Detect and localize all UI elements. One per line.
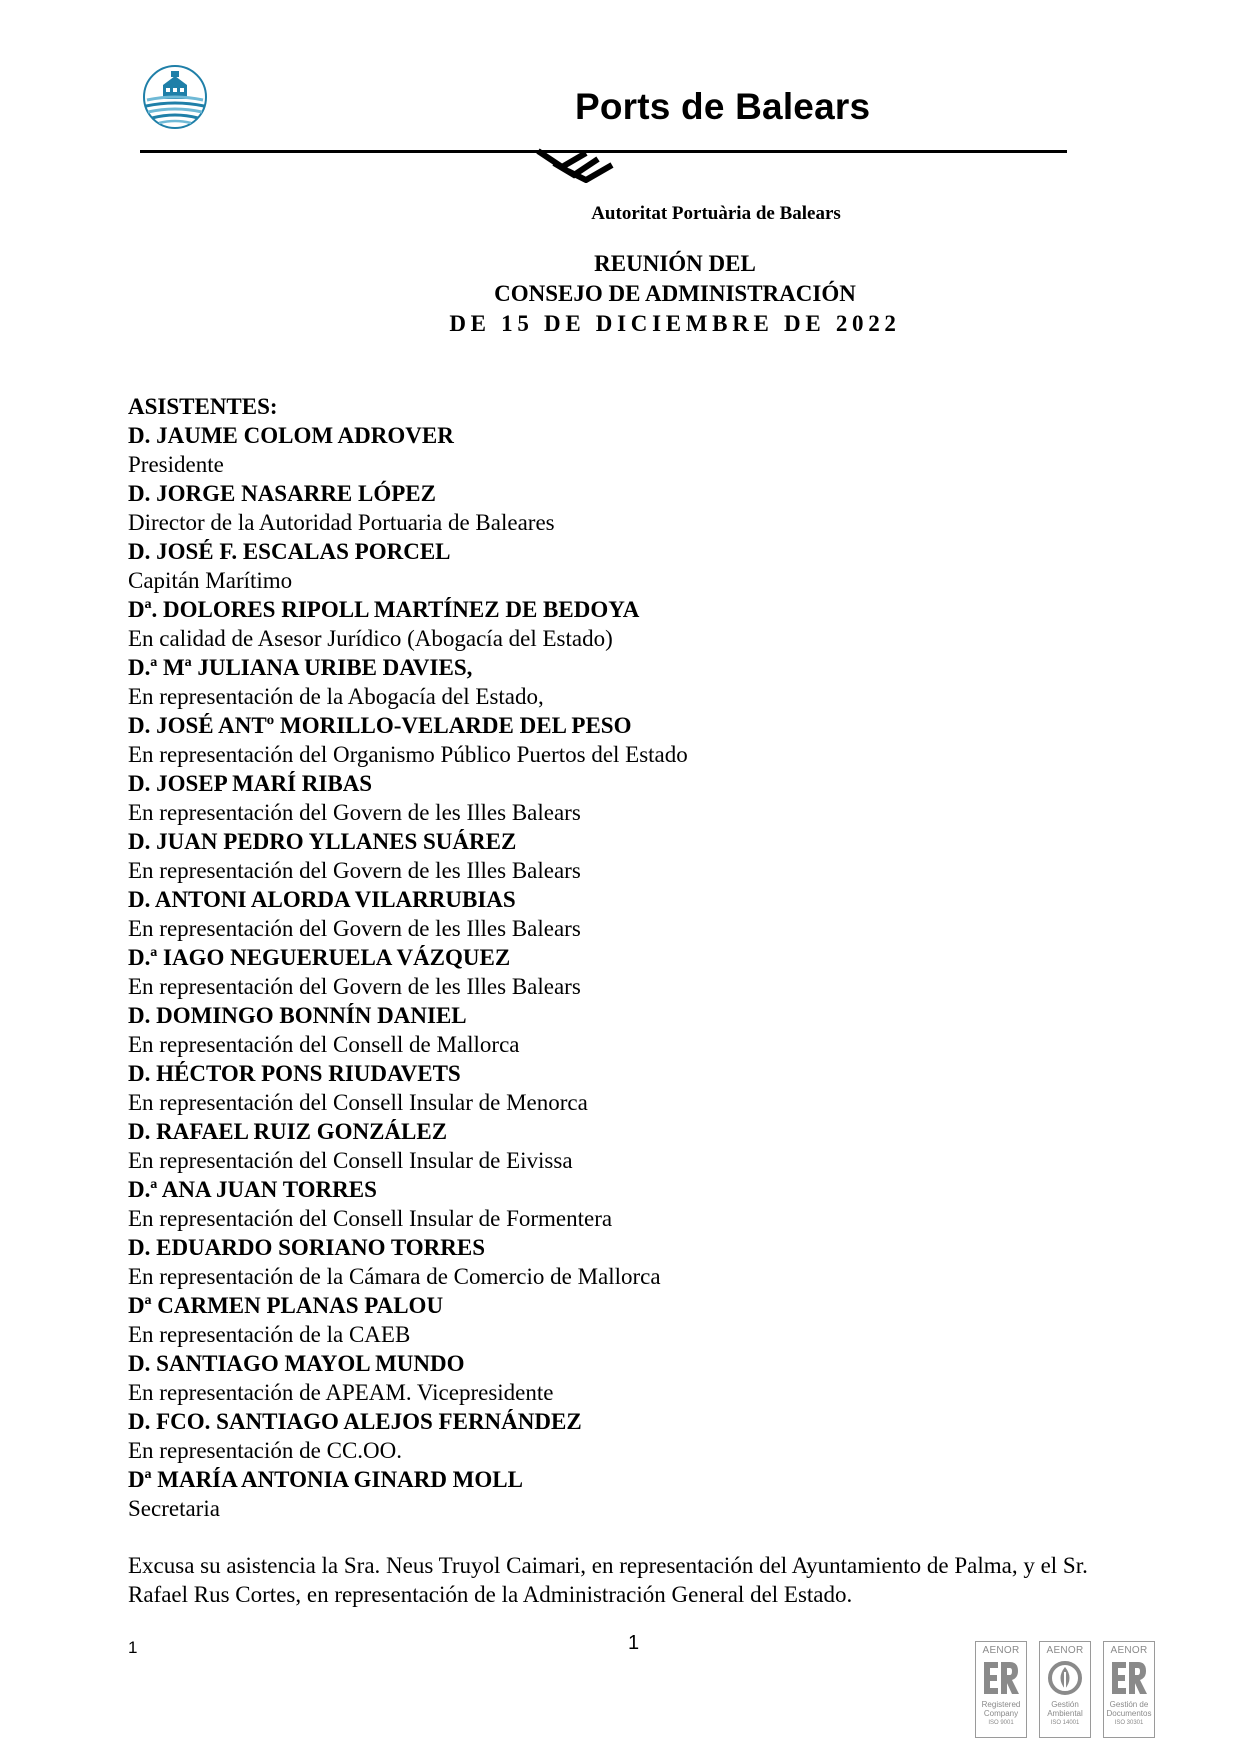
attendee-role: Secretaria — [128, 1496, 220, 1521]
badge-iso: ISO 9001 — [988, 1720, 1014, 1726]
attendee-role: En representación del Govern de les Illes Balears — [128, 858, 581, 883]
attendee-name: D. JUAN PEDRO YLLANES SUÁREZ — [128, 829, 517, 854]
ports-de-balears-logo-icon — [142, 64, 208, 130]
badge-brand: AENOR — [1046, 1645, 1084, 1656]
attendee-name: D. HÉCTOR PONS RIUDAVETS — [128, 1061, 461, 1086]
attendee-role: En representación de APEAM. Vicepresidente — [128, 1380, 554, 1405]
attendee-name: D.ª Mª JULIANA URIBE DAVIES, — [128, 655, 473, 680]
meeting-title — [0, 249, 1240, 339]
attendee-role: En calidad de Asesor Jurídico (Abogacía del Estado) — [128, 626, 613, 651]
attendee-name: D. FCO. SANTIAGO ALEJOS FERNÁNDEZ — [128, 1409, 582, 1434]
meeting-date: DE 15 DE DICIEMBRE DE 2022 — [449, 311, 901, 336]
attendee-role: En representación de la CAEB — [128, 1322, 411, 1347]
badge-iso: ISO 30301 — [1114, 1720, 1144, 1726]
attendee-role: En representación del Consell Insular de Menorca — [128, 1090, 588, 1115]
attendee-name: D. DOMINGO BONNÍN DANIEL — [128, 1003, 467, 1028]
attendee-role: En representación de la Cámara de Comercio de Mallorca — [128, 1264, 661, 1289]
attendee-role: En representación del Organismo Público Puertos del Estado — [128, 742, 688, 767]
badge-iso: ISO 14001 — [1050, 1720, 1080, 1726]
certification-badges — [975, 1641, 1155, 1738]
attendees-heading: ASISTENTES: — [128, 394, 278, 419]
badge-brand: AENOR — [1110, 1645, 1148, 1656]
page-number-left: 1 — [128, 1638, 138, 1657]
attendee-role: En representación del Consell Insular de Eivissa — [128, 1148, 573, 1173]
attendee-role: En representación del Govern de les Illes Balears — [128, 974, 581, 999]
badge-label: Gestión de Documentos — [1106, 1700, 1152, 1718]
attendee-name: D.ª ANA JUAN TORRES — [128, 1177, 377, 1202]
attendee-role: En representación de CC.OO. — [128, 1438, 403, 1463]
attendee-role: Capitán Marítimo — [128, 568, 293, 593]
attendee-name: D. RAFAEL RUIZ GONZÁLEZ — [128, 1119, 448, 1144]
attendee-role: Director de la Autoridad Portuaria de Baleares — [128, 510, 555, 535]
aenor-document-management-badge — [1103, 1641, 1155, 1738]
attendees-list — [128, 392, 688, 1523]
aenor-environmental-badge — [1039, 1641, 1091, 1738]
attendee-name: D. EDUARDO SORIANO TORRES — [128, 1235, 485, 1260]
page-number-center: 1 — [628, 1632, 640, 1654]
attendee-name: Dª. DOLORES RIPOLL MARTÍNEZ DE BEDOYA — [128, 597, 640, 622]
meeting-title-line-1: REUNIÓN DEL — [594, 251, 756, 276]
attendee-role: En representación del Govern de les Illes Balears — [128, 916, 581, 941]
badge-label: Gestión Ambiental — [1047, 1700, 1083, 1718]
attendee-role: Presidente — [128, 452, 224, 477]
attendee-role: En representación del Consell de Mallorca — [128, 1032, 520, 1057]
leaf-gear-icon — [1044, 1658, 1086, 1698]
badge-label: Registered Company — [981, 1700, 1021, 1718]
attendee-role: En representación del Consell Insular de Formentera — [128, 1206, 613, 1231]
attendee-name: D. JAUME COLOM ADROVER — [128, 423, 454, 448]
er-icon — [980, 1658, 1022, 1698]
attendee-name: D. JOSEP MARÍ RIBAS — [128, 771, 373, 796]
attendee-role: En representación de la Abogacía del Estado, — [128, 684, 544, 709]
wave-mark-icon — [534, 147, 618, 183]
badge-brand: AENOR — [982, 1645, 1020, 1656]
er-icon — [1108, 1658, 1150, 1698]
aenor-registered-company-badge — [975, 1641, 1027, 1738]
attendee-name: D. JORGE NASARRE LÓPEZ — [128, 481, 436, 506]
brand-name: Ports de Balears — [575, 86, 871, 127]
attendee-name: Dª MARÍA ANTONIA GINARD MOLL — [128, 1467, 523, 1492]
attendee-name: Dª CARMEN PLANAS PALOU — [128, 1293, 444, 1318]
authority-name: Autoritat Portuària de Balears — [591, 203, 841, 224]
attendee-name: D. JOSÉ ANTº MORILLO-VELARDE DEL PESO — [128, 713, 632, 738]
attendee-name: D.ª IAGO NEGUERUELA VÁZQUEZ — [128, 945, 511, 970]
attendee-name: D. JOSÉ F. ESCALAS PORCEL — [128, 539, 451, 564]
attendee-name: D. ANTONI ALORDA VILARRUBIAS — [128, 887, 516, 912]
attendee-role: En representación del Govern de les Illes Balears — [128, 800, 581, 825]
meeting-title-line-2: CONSEJO DE ADMINISTRACIÓN — [494, 281, 856, 306]
attendee-name: D. SANTIAGO MAYOL MUNDO — [128, 1351, 465, 1376]
excuse-paragraph: Excusa su asistencia la Sra. Neus Truyol Caimari, en representación del Ayuntamiento de Palma, y el Sr. Rafael Rus Cortes, en representación de la Administración General del Estado. — [128, 1553, 1088, 1607]
